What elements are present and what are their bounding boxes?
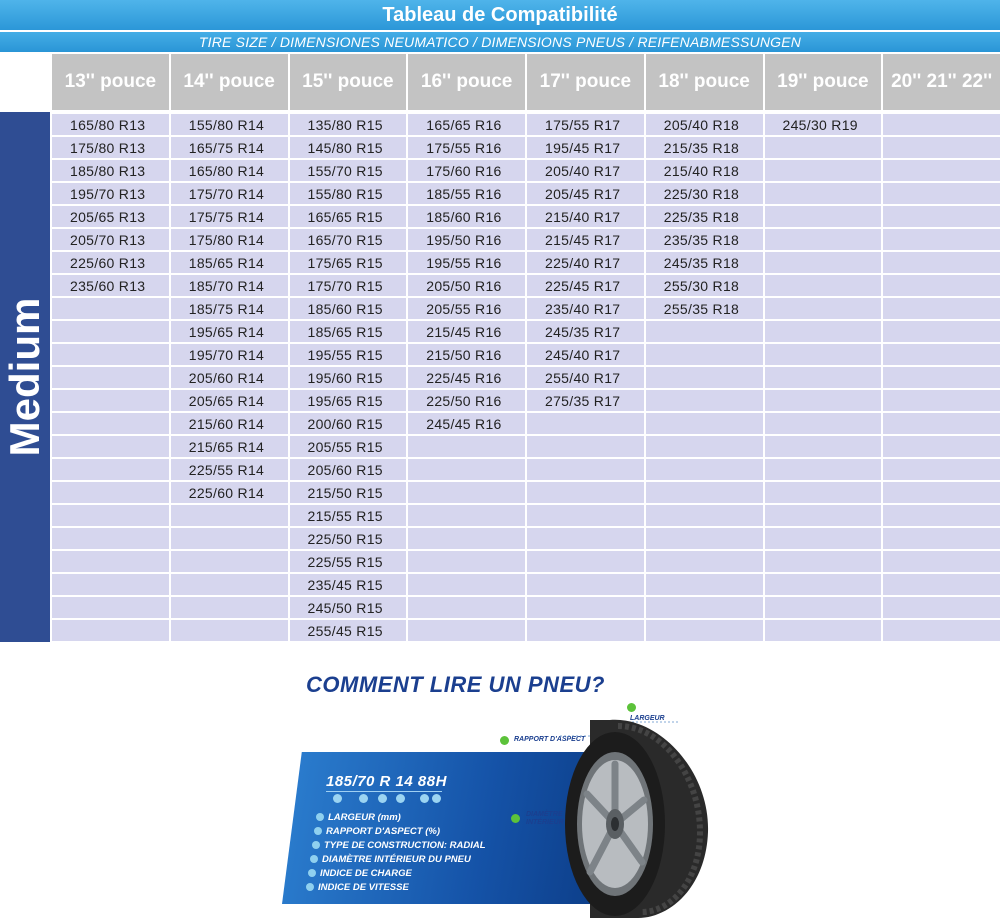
table-cell: 195/70 R14 bbox=[171, 344, 288, 366]
table-cell bbox=[646, 413, 763, 435]
size-code-marker bbox=[333, 794, 342, 803]
table-cell bbox=[765, 344, 882, 366]
table-cell: 205/65 R14 bbox=[171, 390, 288, 412]
table-cell: 205/45 R17 bbox=[527, 183, 644, 205]
table-cell bbox=[52, 551, 169, 573]
table-cell bbox=[883, 206, 1000, 228]
table-cell bbox=[527, 574, 644, 596]
table-row bbox=[52, 321, 1000, 344]
table-cell bbox=[52, 482, 169, 504]
table-cell bbox=[52, 321, 169, 343]
size-code-underline bbox=[326, 791, 442, 792]
table-cell: 175/70 R15 bbox=[290, 275, 407, 297]
table-cell: 225/35 R18 bbox=[646, 206, 763, 228]
table-cell: 245/40 R17 bbox=[527, 344, 644, 366]
table-cell bbox=[52, 505, 169, 527]
table-cell bbox=[883, 528, 1000, 550]
table-cell bbox=[171, 574, 288, 596]
table-cell bbox=[883, 137, 1000, 159]
table-row bbox=[52, 459, 1000, 482]
table-cell: 195/65 R15 bbox=[290, 390, 407, 412]
table-cell bbox=[765, 321, 882, 343]
table-cell: 195/55 R16 bbox=[408, 252, 525, 274]
table-row bbox=[52, 413, 1000, 436]
table-row bbox=[52, 390, 1000, 413]
table-cell: 225/40 R17 bbox=[527, 252, 644, 274]
table-cell: 245/35 R18 bbox=[646, 252, 763, 274]
table-cell: 165/80 R13 bbox=[52, 114, 169, 136]
table-cell bbox=[171, 620, 288, 642]
table-cell bbox=[646, 344, 763, 366]
table-cell: 185/70 R14 bbox=[171, 275, 288, 297]
table-cell: 255/35 R18 bbox=[646, 298, 763, 320]
column-header: 17'' pouce bbox=[527, 54, 644, 110]
table-cell bbox=[527, 551, 644, 573]
column-header: 15'' pouce bbox=[290, 54, 407, 110]
legend-label: DIAMÈTRE INTÉRIEUR DU PNEU bbox=[322, 853, 471, 865]
table-cell bbox=[527, 620, 644, 642]
table-cell: 225/60 R13 bbox=[52, 252, 169, 274]
table-cell bbox=[646, 574, 763, 596]
table-cell: 195/60 R15 bbox=[290, 367, 407, 389]
table-row bbox=[52, 482, 1000, 505]
table-cell: 235/60 R13 bbox=[52, 275, 169, 297]
table-cell bbox=[883, 275, 1000, 297]
guide-legend bbox=[308, 810, 486, 894]
table-cell: 205/70 R13 bbox=[52, 229, 169, 251]
legend-item bbox=[308, 866, 486, 880]
marker-1-badge bbox=[627, 703, 636, 712]
table-row bbox=[52, 597, 1000, 620]
table-cell bbox=[646, 390, 763, 412]
legend-label: RAPPORT D'ASPECT (%) bbox=[326, 825, 440, 837]
table-cell: 205/65 R13 bbox=[52, 206, 169, 228]
table-cell: 175/60 R16 bbox=[408, 160, 525, 182]
table-cell: 215/60 R14 bbox=[171, 413, 288, 435]
guide-title: COMMENT LIRE UN PNEU? bbox=[306, 672, 605, 697]
table-cell: 195/55 R15 bbox=[290, 344, 407, 366]
marker-2-badge bbox=[500, 736, 509, 745]
legend-item bbox=[310, 852, 486, 866]
table-cell: 155/80 R15 bbox=[290, 183, 407, 205]
table-cell: 215/45 R16 bbox=[408, 321, 525, 343]
table-cell bbox=[408, 597, 525, 619]
table-cell: 165/65 R16 bbox=[408, 114, 525, 136]
table-cell bbox=[408, 436, 525, 458]
table-cell: 255/45 R15 bbox=[290, 620, 407, 642]
table-cell: 275/35 R17 bbox=[527, 390, 644, 412]
column-header: 18'' pouce bbox=[646, 54, 763, 110]
table-cell: 175/80 R14 bbox=[171, 229, 288, 251]
legend-item bbox=[316, 810, 486, 824]
table-cell: 205/40 R18 bbox=[646, 114, 763, 136]
table-cell bbox=[765, 574, 882, 596]
table-row bbox=[52, 206, 1000, 229]
table-cell bbox=[765, 482, 882, 504]
table-cell: 225/55 R14 bbox=[171, 459, 288, 481]
table-cell bbox=[883, 459, 1000, 481]
table-cell bbox=[765, 367, 882, 389]
table-row bbox=[52, 183, 1000, 206]
table-cell: 245/35 R17 bbox=[527, 321, 644, 343]
table-cell bbox=[408, 528, 525, 550]
table-cell bbox=[52, 597, 169, 619]
table-cell bbox=[52, 436, 169, 458]
table-cell bbox=[171, 597, 288, 619]
table-cell bbox=[52, 413, 169, 435]
table-cell: 215/50 R15 bbox=[290, 482, 407, 504]
table-cell bbox=[765, 160, 882, 182]
size-code-marker bbox=[432, 794, 441, 803]
table-cell: 225/45 R17 bbox=[527, 275, 644, 297]
legend-number-icon bbox=[306, 883, 314, 891]
table-cell bbox=[883, 114, 1000, 136]
table-cell: 200/60 R15 bbox=[290, 413, 407, 435]
table-cell: 185/55 R16 bbox=[408, 183, 525, 205]
table-cell: 215/40 R18 bbox=[646, 160, 763, 182]
table-cell: 185/65 R14 bbox=[171, 252, 288, 274]
table-cell: 185/60 R16 bbox=[408, 206, 525, 228]
size-code-marker bbox=[396, 794, 405, 803]
table-cell: 205/50 R16 bbox=[408, 275, 525, 297]
legend-item bbox=[312, 838, 486, 852]
table-cell bbox=[883, 229, 1000, 251]
size-code-marker bbox=[359, 794, 368, 803]
marker-4-badge bbox=[511, 814, 520, 823]
table-cell bbox=[646, 597, 763, 619]
callout-rapport: RAPPORT D'ASPECT bbox=[514, 736, 586, 743]
table-cell: 205/40 R17 bbox=[527, 160, 644, 182]
table-cell bbox=[52, 298, 169, 320]
table-cell: 195/45 R17 bbox=[527, 137, 644, 159]
size-code-marker bbox=[420, 794, 429, 803]
table-cell bbox=[765, 528, 882, 550]
tire-size-code: 185/70 R 14 88H bbox=[326, 773, 447, 790]
table-cell bbox=[408, 482, 525, 504]
table-cell: 195/70 R13 bbox=[52, 183, 169, 205]
table-cell: 225/50 R16 bbox=[408, 390, 525, 412]
table-cell bbox=[646, 528, 763, 550]
table-row bbox=[52, 252, 1000, 275]
table-cell: 225/45 R16 bbox=[408, 367, 525, 389]
legend-label: LARGEUR (mm) bbox=[328, 811, 401, 823]
column-header: 14'' pouce bbox=[171, 54, 288, 110]
table-cell bbox=[527, 436, 644, 458]
table-cell bbox=[527, 505, 644, 527]
legend-item bbox=[314, 824, 486, 838]
table-cell: 205/55 R15 bbox=[290, 436, 407, 458]
table-cell bbox=[408, 620, 525, 642]
compatibility-table bbox=[52, 54, 1000, 643]
table-cell bbox=[883, 574, 1000, 596]
table-cell: 205/55 R16 bbox=[408, 298, 525, 320]
table-row bbox=[52, 160, 1000, 183]
table-cell bbox=[883, 298, 1000, 320]
legend-number-icon bbox=[312, 841, 320, 849]
table-cell bbox=[883, 482, 1000, 504]
table-cell bbox=[883, 551, 1000, 573]
table-cell bbox=[646, 482, 763, 504]
table-cell: 215/45 R17 bbox=[527, 229, 644, 251]
table-cell: 185/60 R15 bbox=[290, 298, 407, 320]
legend-number-icon bbox=[314, 827, 322, 835]
table-cell: 225/50 R15 bbox=[290, 528, 407, 550]
column-header: 13'' pouce bbox=[52, 54, 169, 110]
table-cell: 215/50 R16 bbox=[408, 344, 525, 366]
table-header-row bbox=[52, 54, 1000, 110]
table-cell bbox=[883, 160, 1000, 182]
table-cell: 155/70 R15 bbox=[290, 160, 407, 182]
table-cell: 165/75 R14 bbox=[171, 137, 288, 159]
table-cell bbox=[765, 390, 882, 412]
table-cell: 245/50 R15 bbox=[290, 597, 407, 619]
table-cell bbox=[883, 390, 1000, 412]
table-cell bbox=[646, 620, 763, 642]
legend-item bbox=[306, 880, 486, 894]
table-row bbox=[52, 298, 1000, 321]
table-cell bbox=[527, 528, 644, 550]
table-cell bbox=[52, 344, 169, 366]
table-cell bbox=[52, 390, 169, 412]
legend-number-icon bbox=[316, 813, 324, 821]
table-row bbox=[52, 114, 1000, 137]
table-cell: 175/55 R17 bbox=[527, 114, 644, 136]
table-cell bbox=[765, 620, 882, 642]
table-cell bbox=[883, 505, 1000, 527]
table-cell: 165/70 R15 bbox=[290, 229, 407, 251]
table-cell bbox=[52, 620, 169, 642]
table-cell: 215/35 R18 bbox=[646, 137, 763, 159]
table-cell bbox=[883, 597, 1000, 619]
table-cell: 175/70 R14 bbox=[171, 183, 288, 205]
table-cell bbox=[883, 183, 1000, 205]
table-cell: 235/35 R18 bbox=[646, 229, 763, 251]
table-cell bbox=[765, 183, 882, 205]
table-cell bbox=[408, 551, 525, 573]
table-cell: 155/80 R14 bbox=[171, 114, 288, 136]
size-code-marker bbox=[378, 794, 387, 803]
table-cell: 195/65 R14 bbox=[171, 321, 288, 343]
table-cell bbox=[765, 551, 882, 573]
table-cell bbox=[646, 367, 763, 389]
table-cell bbox=[765, 597, 882, 619]
table-cell: 165/65 R15 bbox=[290, 206, 407, 228]
column-header: 19'' pouce bbox=[765, 54, 882, 110]
table-cell bbox=[765, 229, 882, 251]
table-cell: 255/40 R17 bbox=[527, 367, 644, 389]
table-cell bbox=[883, 344, 1000, 366]
table-cell: 225/60 R14 bbox=[171, 482, 288, 504]
legend-label: INDICE DE CHARGE bbox=[320, 867, 412, 879]
table-cell bbox=[52, 528, 169, 550]
column-header: 16'' pouce bbox=[408, 54, 525, 110]
table-cell: 175/75 R14 bbox=[171, 206, 288, 228]
table-row bbox=[52, 275, 1000, 298]
table-cell: 185/80 R13 bbox=[52, 160, 169, 182]
table-cell: 225/30 R18 bbox=[646, 183, 763, 205]
table-cell: 195/50 R16 bbox=[408, 229, 525, 251]
table-cell: 255/30 R18 bbox=[646, 275, 763, 297]
legend-label: TYPE DE CONSTRUCTION: RADIAL bbox=[324, 839, 486, 851]
category-bar bbox=[0, 112, 50, 642]
table-cell bbox=[765, 459, 882, 481]
table-cell bbox=[646, 436, 763, 458]
page-title: Tableau de Compatibilité bbox=[0, 0, 1000, 30]
table-cell: 185/65 R15 bbox=[290, 321, 407, 343]
category-label: Medium bbox=[1, 297, 48, 457]
table-cell: 175/80 R13 bbox=[52, 137, 169, 159]
table-cell: 175/55 R16 bbox=[408, 137, 525, 159]
table-cell bbox=[52, 459, 169, 481]
table-row bbox=[52, 344, 1000, 367]
legend-number-icon bbox=[308, 869, 316, 877]
table-cell bbox=[765, 252, 882, 274]
page-subtitle: TIRE SIZE / DIMENSIONES NEUMATICO / DIMENSIONS PNEUS / REIFENABMESSUNGEN bbox=[0, 32, 1000, 52]
table-cell bbox=[171, 505, 288, 527]
callout-diametre-2: INTÉRIEUR bbox=[526, 819, 564, 826]
table-cell bbox=[171, 551, 288, 573]
table-cell bbox=[765, 206, 882, 228]
table-cell bbox=[765, 275, 882, 297]
table-cell bbox=[527, 459, 644, 481]
table-cell: 225/55 R15 bbox=[290, 551, 407, 573]
table-cell bbox=[527, 597, 644, 619]
table-cell bbox=[646, 505, 763, 527]
table-row bbox=[52, 528, 1000, 551]
table-row bbox=[52, 505, 1000, 528]
table-cell bbox=[52, 574, 169, 596]
column-header: 20'' 21'' 22'' bbox=[883, 54, 1000, 110]
table-cell bbox=[408, 574, 525, 596]
callout-diametre-1: DIAMÈTRE bbox=[526, 811, 563, 818]
table-cell bbox=[408, 459, 525, 481]
legend-number-icon bbox=[310, 855, 318, 863]
table-cell bbox=[646, 459, 763, 481]
table-cell bbox=[527, 413, 644, 435]
table-cell bbox=[765, 298, 882, 320]
table-cell: 175/65 R15 bbox=[290, 252, 407, 274]
table-cell: 245/45 R16 bbox=[408, 413, 525, 435]
table-row bbox=[52, 551, 1000, 574]
table-cell bbox=[883, 413, 1000, 435]
table-cell: 165/80 R14 bbox=[171, 160, 288, 182]
table-cell bbox=[52, 367, 169, 389]
table-cell bbox=[883, 252, 1000, 274]
table-row bbox=[52, 620, 1000, 643]
legend-label: INDICE DE VITESSE bbox=[318, 881, 409, 893]
table-cell bbox=[883, 321, 1000, 343]
table-cell: 185/75 R14 bbox=[171, 298, 288, 320]
table-cell bbox=[765, 137, 882, 159]
table-cell: 235/40 R17 bbox=[527, 298, 644, 320]
table-cell: 245/30 R19 bbox=[765, 114, 882, 136]
table-cell bbox=[408, 505, 525, 527]
table-cell: 145/80 R15 bbox=[290, 137, 407, 159]
table-cell bbox=[883, 620, 1000, 642]
table-cell bbox=[171, 528, 288, 550]
table-cell: 215/40 R17 bbox=[527, 206, 644, 228]
table-cell bbox=[527, 482, 644, 504]
table-cell: 135/80 R15 bbox=[290, 114, 407, 136]
table-body bbox=[52, 114, 1000, 643]
table-cell bbox=[765, 436, 882, 458]
table-cell bbox=[646, 551, 763, 573]
table-row bbox=[52, 574, 1000, 597]
table-cell: 215/55 R15 bbox=[290, 505, 407, 527]
table-cell: 235/45 R15 bbox=[290, 574, 407, 596]
table-cell: 205/60 R15 bbox=[290, 459, 407, 481]
table-row bbox=[52, 229, 1000, 252]
table-cell bbox=[765, 413, 882, 435]
table-row bbox=[52, 137, 1000, 160]
table-cell: 205/60 R14 bbox=[171, 367, 288, 389]
table-row bbox=[52, 367, 1000, 390]
table-cell bbox=[646, 321, 763, 343]
callout-largeur: LARGEUR bbox=[630, 715, 665, 722]
tire-illustration-icon bbox=[560, 712, 710, 919]
table-row bbox=[52, 436, 1000, 459]
table-cell: 215/65 R14 bbox=[171, 436, 288, 458]
table-cell bbox=[765, 505, 882, 527]
table-cell bbox=[883, 367, 1000, 389]
table-cell bbox=[883, 436, 1000, 458]
